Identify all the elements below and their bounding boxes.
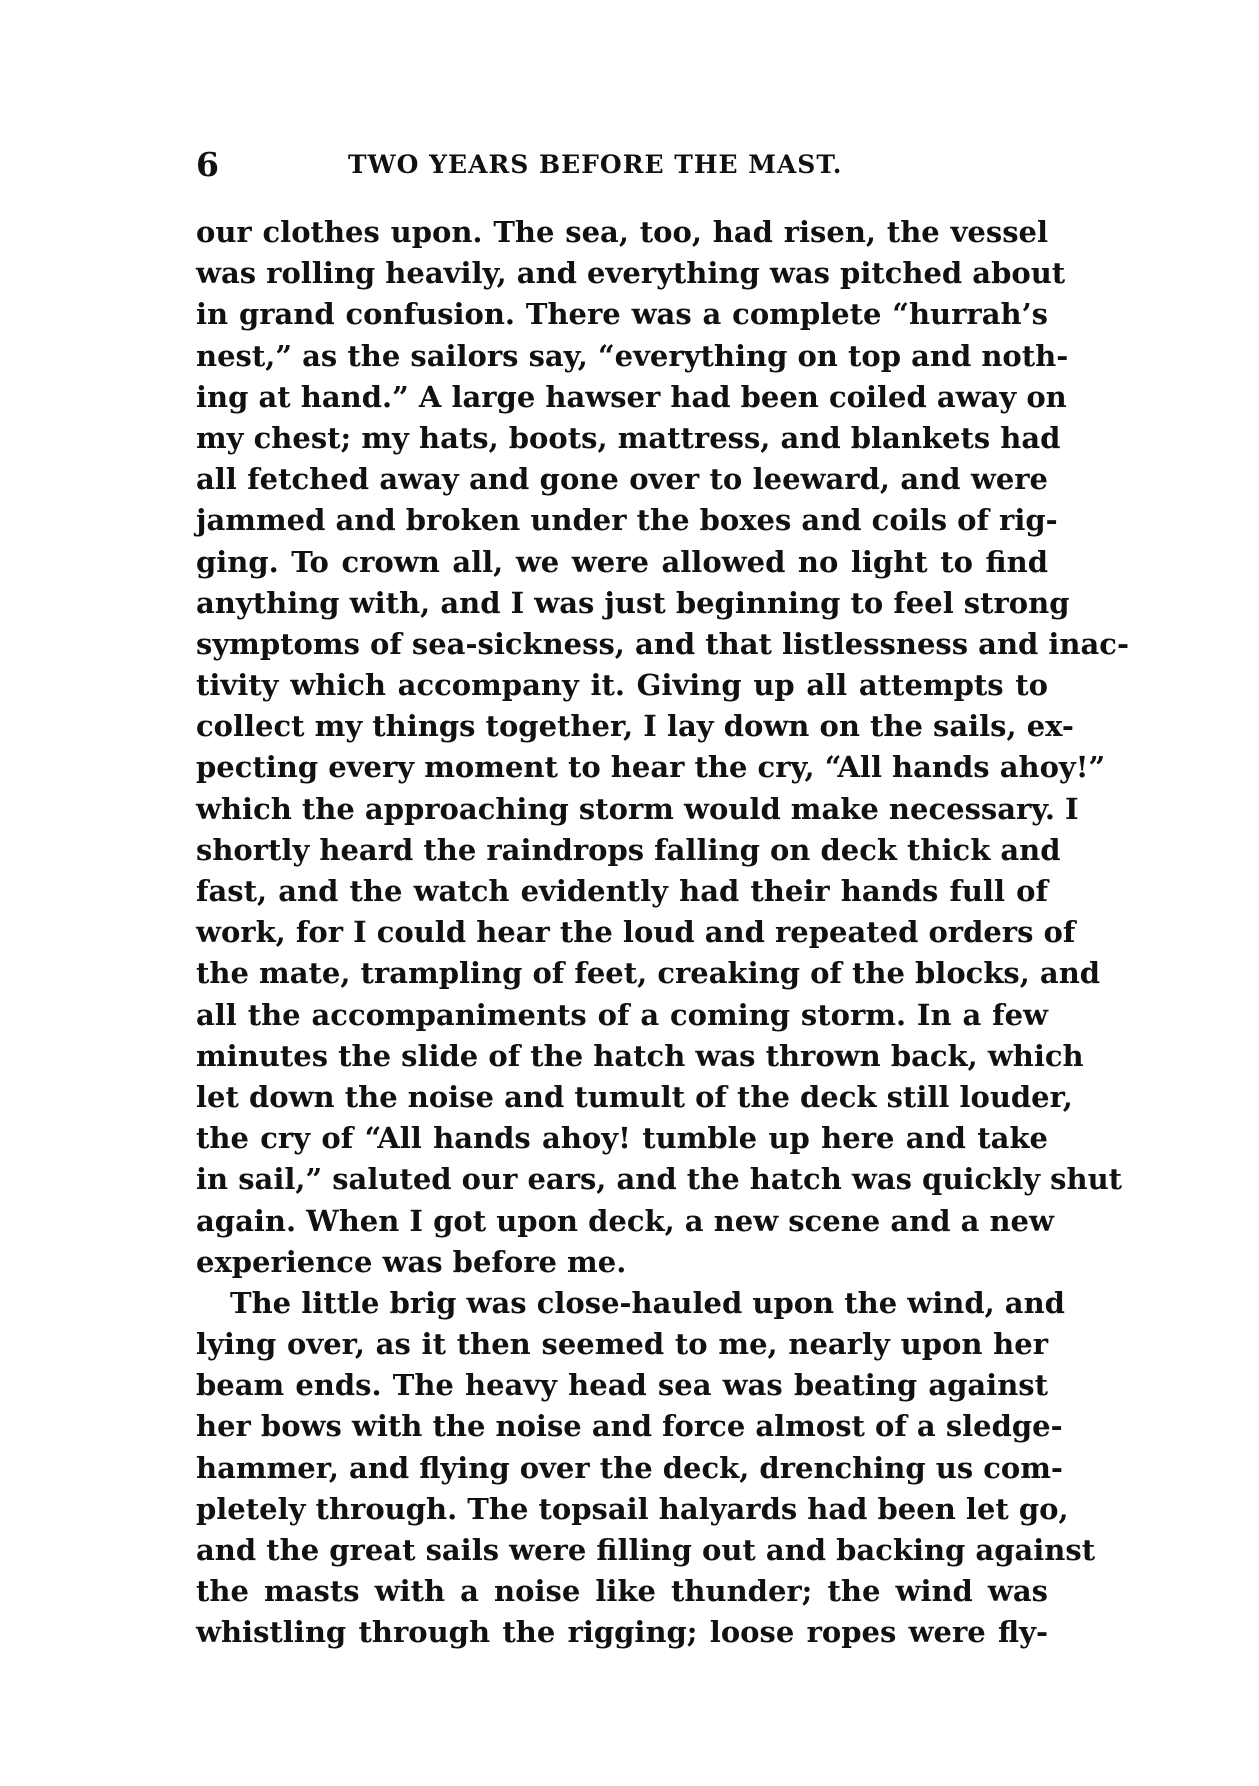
text-line: was rolling heavily, and everything was pitched about: [196, 256, 1066, 291]
text-line: the masts with a noise like thunder; the wind was: [196, 1574, 1048, 1609]
text-line: experience was before me.: [196, 1244, 627, 1279]
text-line: the mate, trampling of feet, creaking of the blocks, and: [196, 956, 1101, 991]
text-line: again. When I got upon deck, a new scene and a new: [196, 1203, 1054, 1238]
text-line: which the approaching storm would make necessary. I: [196, 791, 1079, 826]
text-line: her bows with the noise and force almost of a sledge-: [196, 1409, 1063, 1444]
text-line: fast, and the watch evidently had their hands full of: [196, 874, 1048, 908]
page-number: 6: [196, 145, 219, 184]
text-line: symptoms of sea-sickness, and that listlessness and inac-: [196, 626, 1129, 661]
text-line: work, for I could hear the loud and repeated orders of: [196, 915, 1076, 950]
text-line: minutes the slide of the hatch was thrown back, which: [196, 1038, 1084, 1073]
text-line: jammed and broken under the boxes and coils of rig-: [196, 503, 1058, 538]
text-line: nest,” as the sailors say, “everything on top and noth-: [196, 338, 1069, 373]
text-line: and the great sails were filling out and backing against: [196, 1533, 1096, 1567]
paragraph-2: [196, 1283, 1096, 1654]
text-line: anything with, and I was just beginning to feel strong: [196, 585, 1070, 620]
text-line: The little brig was close-hauled upon the wind, and: [230, 1285, 1065, 1320]
body-text: [196, 212, 1129, 1654]
text-line: in sail,” saluted our ears, and the hatch was quickly shut: [196, 1162, 1123, 1197]
text-line: beam ends. The heavy head sea was beating against: [196, 1368, 1048, 1403]
text-line: let down the noise and tumult of the deck still louder,: [196, 1079, 1073, 1114]
paragraph-1: [196, 212, 1129, 1283]
text-line: our clothes upon. The sea, too, had risen, the vessel: [196, 215, 1048, 249]
text-line: all the accompaniments of a coming storm. In a few: [196, 997, 1048, 1032]
text-line: in grand confusion. There was a complete “hurrah’s: [196, 297, 1048, 332]
text-line: the cry of “All hands ahoy! tumble up here and take: [196, 1121, 1048, 1156]
text-line: all fetched away and gone over to leeward, and were: [196, 462, 1048, 497]
text-line: ging. To crown all, we were allowed no light to find: [196, 544, 1048, 579]
running-title: TWO YEARS BEFORE THE MAST.: [348, 150, 843, 179]
text-line: pletely through. The topsail halyards had been let go,: [196, 1491, 1069, 1526]
text-line: shortly heard the raindrops falling on deck thick and: [196, 832, 1061, 867]
text-line: my chest; my hats, boots, mattress, and blankets had: [196, 420, 1061, 455]
text-line: tivity which accompany it. Giving up all attempts to: [196, 668, 1048, 703]
text-line: pecting every moment to hear the cry, “All hands ahoy!”: [196, 750, 1106, 785]
text-line: hammer, and flying over the deck, drenching us com-: [196, 1450, 1063, 1485]
running-head: [196, 145, 1048, 185]
text-line: ing at hand.” A large hawser had been coiled away on: [196, 379, 1067, 414]
text-line: lying over, as it then seemed to me, nearly upon her: [196, 1327, 1048, 1362]
text-line: collect my things together, I lay down on the sails, ex-: [196, 709, 1074, 744]
text-line: whistling through the rigging; loose ropes were fly-: [196, 1615, 1048, 1650]
